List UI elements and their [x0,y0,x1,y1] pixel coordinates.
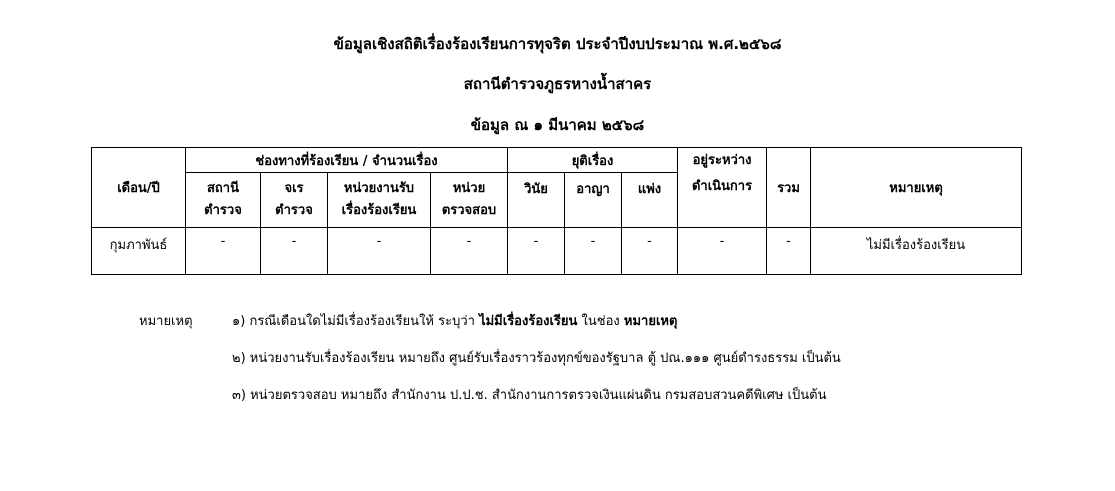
header-audit-line2: ตรวจสอบ [441,203,497,218]
cell-month: กุมภาพันธ์ [92,228,186,275]
header-in-progress [678,148,767,228]
cell-total: - [767,228,811,275]
header-agency-line2: เรื่องร้องเรียน [341,203,417,218]
header-station-line1: สถานี [207,181,239,196]
cell-audit: - [431,228,508,275]
header-discipline-label: วินัย [524,182,548,197]
header-criminal [565,173,622,228]
note-2: ๒) หน่วยงานรับเรื่องร้องเรียน หมายถึง ศูนย์รับเรื่องราวร้องทุกข์ของรัฐบาล ตู้ ปณ.๑๑๑ ศูนย์ดำรงธรรม เป็นต้น [232,351,841,366]
note-1-text-a: ๑) กรณีเดือนใดไม่มีเรื่องร้องเรียนให้ ระบุว่า [232,314,480,329]
note-1-bold-a: ไม่มีเรื่องร้องเรียน [479,314,578,329]
document-title: ข้อมูลเชิงสถิติเรื่องร้องเรียนการทุจริต ประจำปีงบประมาณ พ.ศ.๒๕๖๘ [333,35,782,53]
header-agency-line1: หน่วยงานรับ [343,181,415,196]
table-row [92,228,1022,275]
as-of-date: ข้อมูล ณ ๑ มีนาคม ๒๕๖๘ [470,116,645,134]
cell-civil: - [622,228,678,275]
header-closed-label: ยุติเรื่อง [571,153,614,169]
complaint-statistics-table [91,147,1022,275]
cell-remarks: ไม่มีเรื่องร้องเรียน [811,228,1022,275]
cell-in-progress: - [678,228,767,275]
header-police-inspector [261,173,328,228]
header-civil-label: แพ่ง [637,182,662,197]
header-channels-label: ช่องทางที่ร้องเรียน / จำนวนเรื่อง [255,153,438,169]
header-civil [622,173,678,228]
header-criminal-label: อาญา [576,182,610,197]
notes-label: หมายเหตุ [139,314,193,329]
header-closed-group [508,148,678,173]
header-audit [431,173,508,228]
header-channels-group [186,148,508,173]
header-station [186,173,261,228]
cell-police-inspector: - [261,228,328,275]
header-month-label: เดือน/ปี [117,181,160,196]
station-name: สถานีตำรวจภูธรหางน้ำสาคร [463,75,652,93]
cell-criminal: - [565,228,622,275]
header-discipline [508,173,565,228]
note-1-text-b: ในช่อง [577,314,624,329]
note-1-bold-b: หมายเหตุ [623,314,678,329]
header-station-line2: ตำรวจ [204,203,242,218]
header-row-groups [92,148,1022,173]
note-3: ๓) หน่วยตรวจสอบ หมายถึง สำนักงาน ป.ป.ช. สำนักงานการตรวจเงินแผ่นดิน กรมสอบสวนคดีพิเศษ เป็นต้น [232,388,827,403]
header-police-inspector-line1: จเร [284,181,304,196]
header-audit-line1: หน่วย [452,181,486,196]
header-remarks-label: หมายเหตุ [889,181,943,196]
header-total-label: รวม [777,181,800,196]
cell-discipline: - [508,228,565,275]
header-agency [328,173,431,228]
header-in-progress-line2: ดำเนินการ [691,179,753,194]
note-1 [232,310,677,331]
header-police-inspector-line2: ตำรวจ [275,203,313,218]
header-remarks [811,148,1022,228]
cell-station: - [186,228,261,275]
header-total [767,148,811,228]
cell-agency: - [328,228,431,275]
header-in-progress-line1: อยู่ระหว่าง [692,153,752,168]
header-month [92,148,186,228]
